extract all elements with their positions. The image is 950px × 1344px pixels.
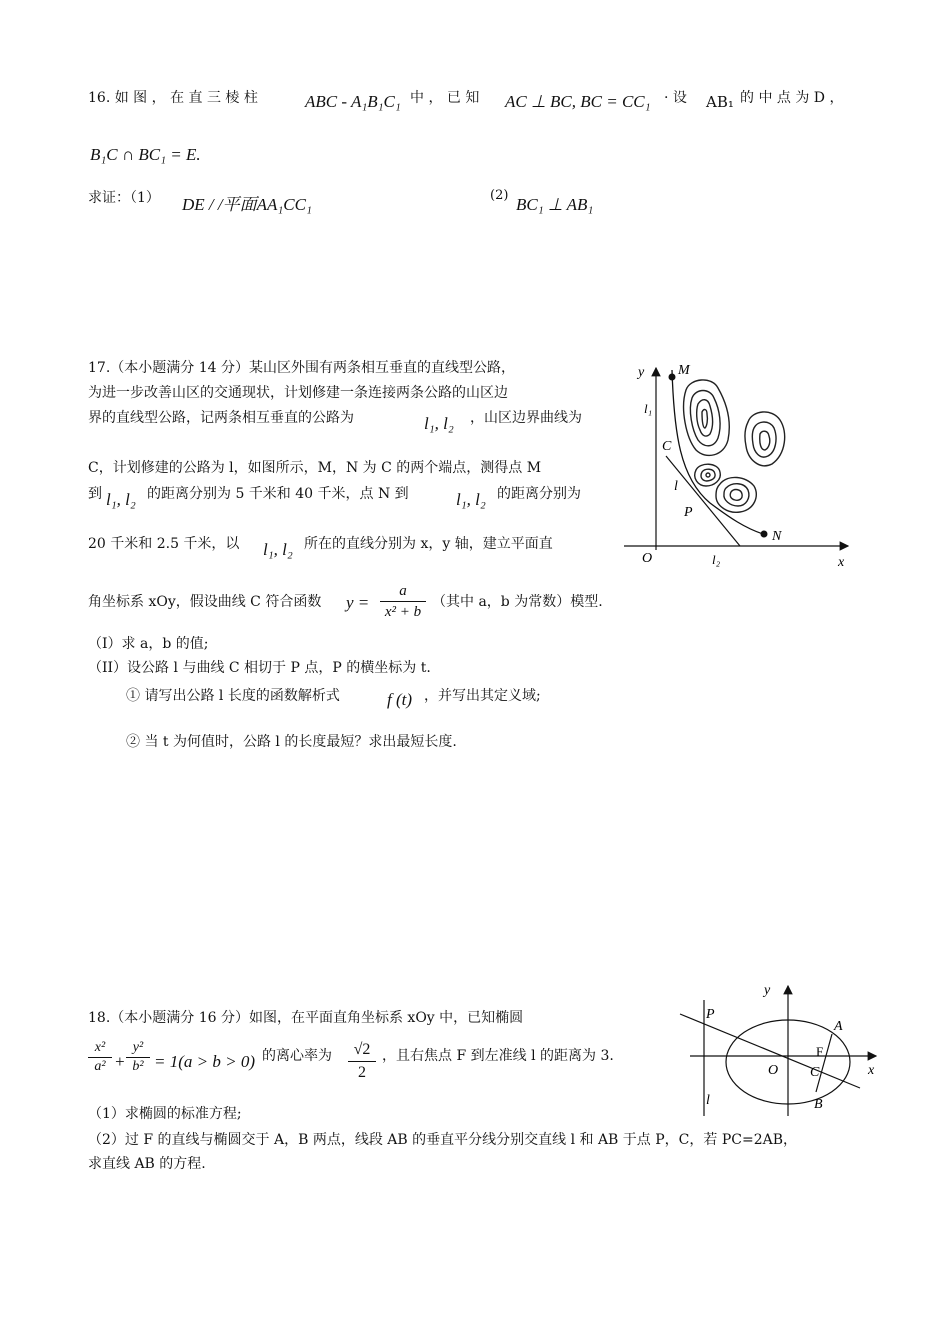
- q17-mountain-4: [716, 477, 756, 512]
- q17-line6-a: 20 千米和 2.5 千米，以: [88, 536, 240, 552]
- q18-frac-y: [126, 1040, 150, 1075]
- q18-label-x: x: [868, 1063, 875, 1078]
- q18-label-p: P: [706, 1007, 715, 1022]
- q17-label-l1: l₁: [644, 401, 653, 416]
- q18-frac-y-bar: [126, 1057, 150, 1058]
- q17-part2: （II）设公路 l 与曲线 C 相切于 P 点，P 的横坐标为 t.: [88, 660, 431, 676]
- q17-mountain-2: [745, 412, 785, 466]
- q17-line4: C，计划修建的公路为 l，如图所示，M，N 为 C 的两个端点，测得点 M: [88, 460, 542, 476]
- q16-prove1-formula: DE / /平面AA₁CC₁: [182, 195, 312, 214]
- q18-frac-y-num: y²: [132, 1040, 144, 1055]
- q18-label-l: l: [706, 1093, 710, 1108]
- q16-ab1-label: AB₁: [706, 93, 734, 111]
- q18-ecc-bar: [348, 1061, 376, 1062]
- q17-label-x: x: [838, 555, 845, 570]
- q17-sub1-b: ，并写出其定义域;: [424, 688, 541, 704]
- q17-label-l2: l₂: [712, 552, 721, 567]
- q18-label-b: B: [814, 1097, 823, 1112]
- q18-line1: 18.（本小题满分 16 分）如图，在平面直角坐标系 xOy 中，已知椭圆: [88, 1010, 524, 1026]
- q17-line3-a: 界的直线型公路，记两条相互垂直的公路为: [88, 410, 354, 426]
- q17-label-o: O: [642, 551, 653, 566]
- q17-func-denominator: x² + b: [384, 604, 422, 620]
- q17-line3-b: ，山区边界曲线为: [470, 410, 582, 426]
- q18-label-f: F: [816, 1044, 824, 1059]
- q17-point-n: [761, 531, 768, 538]
- q16-known-text: 中 ， 已 知: [410, 90, 480, 106]
- q16-let-text: · 设: [664, 90, 687, 106]
- q16-prove2-formula: BC₁ ⊥ AB₁: [516, 195, 594, 214]
- q18-label-a: A: [834, 1019, 843, 1034]
- q16-prove2-label: (2): [490, 188, 509, 203]
- q17-sub2: ② 当 t 为何值时，公路 l 的长度最短？求出最短长度.: [126, 734, 457, 750]
- q17-label-p: P: [684, 505, 693, 520]
- q17-label-l: l: [674, 479, 678, 494]
- q18-line2-a: 的离心率为: [262, 1048, 332, 1064]
- q17-l1l2-formula-4: l₁, l₂: [263, 540, 293, 559]
- q18-label-o: O: [768, 1063, 779, 1078]
- q18-ecc-den: 2: [358, 1064, 366, 1081]
- q18-plus: +: [114, 1052, 126, 1071]
- q17-point-m: [669, 374, 676, 381]
- q18-frac-x-den: a²: [94, 1059, 106, 1074]
- q18-frac-x-num: x²: [94, 1040, 106, 1055]
- q17-func-numerator: a: [399, 583, 407, 599]
- q18-figure: [676, 980, 882, 1120]
- q17-label-c: C: [662, 439, 672, 454]
- q16-condition-formula: AC ⊥ BC, BC = CC₁: [505, 92, 651, 111]
- q18-label-c: C: [810, 1065, 820, 1080]
- q17-label-m: M: [678, 363, 690, 378]
- q18-ecc-fraction: [348, 1040, 376, 1083]
- q16-prism-formula: ABC - A₁B₁C₁: [305, 92, 401, 111]
- q17-func-bar: [380, 601, 426, 602]
- q17-line5-a: 到: [88, 486, 102, 502]
- q18-label-y: y: [764, 983, 771, 998]
- q16-prove-label: 求证：（1）: [88, 190, 160, 206]
- q18-part2-b: 求直线 AB 的方程.: [88, 1156, 206, 1172]
- q18-frac-x: [88, 1040, 112, 1075]
- q17-ft-formula: f (t): [387, 690, 413, 709]
- q17-label-n: N: [772, 529, 782, 544]
- q17-func-fraction: [380, 582, 426, 621]
- q17-line5-c: 的距离分别为: [497, 486, 581, 502]
- q17-label-y: y: [638, 365, 645, 380]
- q17-line7-a: 角坐标系 xOy，假设曲线 C 符合函数: [88, 594, 322, 610]
- q18-chord-ab: [816, 1034, 832, 1092]
- q17-line2: 为进一步改善山区的交通现状，计划修建一条连接两条公路的山区边: [88, 385, 508, 401]
- q16-intro-text: 16. 如 图 ， 在 直 三 棱 柱: [88, 90, 258, 106]
- q17-l1l2-formula-2: l₁, l₂: [106, 490, 136, 509]
- q18-eq-rest: = 1(a > b > 0): [154, 1052, 255, 1071]
- q17-figure: [620, 358, 860, 573]
- q18-frac-y-den: b²: [132, 1059, 144, 1074]
- q16-midpoint-text: 的 中 点 为 D ，: [740, 90, 844, 106]
- q18-part1: （1）求椭圆的标准方程;: [88, 1106, 242, 1122]
- q17-l1l2-formula: l₁, l₂: [424, 414, 454, 433]
- q16-intersection-formula: B₁C ∩ BC₁ = E.: [90, 145, 201, 164]
- q18-ecc-num: √2: [353, 1041, 371, 1058]
- q18-line2-b: ，且右焦点 F 到左准线 l 的距离为 3.: [382, 1048, 614, 1064]
- q18-frac-x-bar: [88, 1057, 112, 1058]
- q17-func-y: y =: [346, 593, 370, 612]
- q17-sub1-a: ① 请写出公路 l 长度的函数解析式: [126, 688, 340, 704]
- q17-line5-b: 的距离分别为 5 千米和 40 千米，点 N 到: [147, 486, 409, 502]
- q17-l1l2-formula-3: l₁, l₂: [456, 490, 486, 509]
- q17-line1: 17.（本小题满分 14 分）某山区外围有两条相互垂直的直线型公路，: [88, 360, 515, 376]
- q17-mountain-1: [684, 380, 730, 456]
- q17-line7-b: （其中 a，b 为常数）模型.: [432, 594, 603, 610]
- q18-part2-a: （2）过 F 的直线与椭圆交于 A，B 两点，线段 AB 的垂直平分线分别交直线 l 和 AB 于点 P，C，若 PC=2AB，: [88, 1132, 797, 1148]
- q17-line6-b: 所在的直线分别为 x，y 轴，建立平面直: [304, 536, 553, 552]
- q17-line-l: [666, 456, 740, 546]
- q17-part1: （I）求 a，b 的值;: [88, 636, 209, 652]
- q17-mountain-3: [695, 464, 721, 486]
